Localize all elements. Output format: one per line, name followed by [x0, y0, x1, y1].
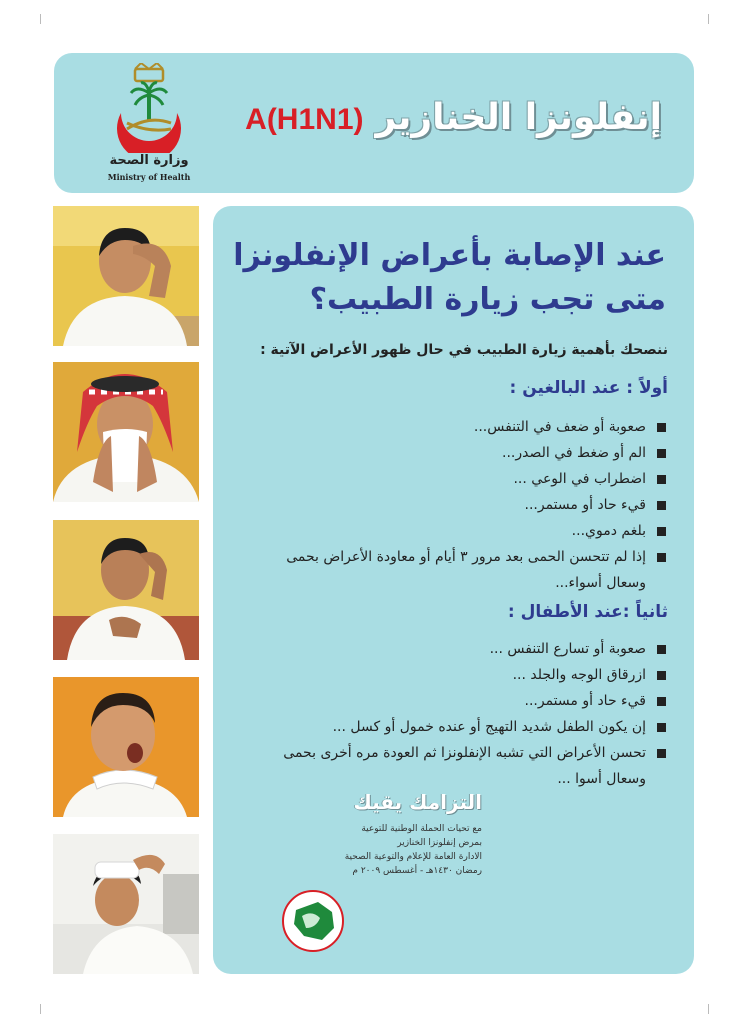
list-item: بلغم دموي... [228, 518, 668, 544]
ministry-name-english: Ministry of Health [107, 172, 191, 182]
crop-mark [708, 14, 709, 24]
credit-line: رمضان ١٤٣٠هـ - أغسطس ٢٠٠٩ م [352, 866, 482, 876]
adults-heading: أولاً : عند البالغين : [509, 378, 668, 398]
crop-mark [40, 14, 41, 24]
list-item: قيء حاد أو مستمر... [228, 492, 668, 518]
intro-text: ننصحك بأهمية زيارة الطبيب في حال ظهور الأعراض الآتية : [260, 342, 668, 358]
adults-symptom-list [228, 414, 668, 596]
credit-line: بمرض إنفلونزا الخنازير [397, 838, 482, 848]
campaign-logo [278, 888, 348, 954]
photo-sick-in-bed [53, 834, 199, 974]
list-item: ازرقاق الوجه والجلد ... [228, 662, 668, 688]
title-arabic: إنفلونزا الخنازير [375, 97, 662, 138]
question-heading-line2: متى تجب زيارة الطبيب؟ [309, 282, 666, 317]
list-item: إذا لم تتحسن الحمى بعد مرور ٣ أيام أو معاودة الأعراض بحمى وسعال أسواء... [246, 544, 668, 596]
ministry-logo [94, 63, 204, 188]
title-virus-code: A(H1N1) [245, 103, 364, 136]
credit-line: الادارة العامة للإعلام والتوعية الصحية [344, 852, 482, 862]
list-item: صعوبة أو ضعف في التنفس... [228, 414, 668, 440]
list-item: إن يكون الطفل شديد التهيج أو عنده خمول أو كسل ... [228, 714, 668, 740]
list-item: صعوبة أو تسارع التنفس ... [228, 636, 668, 662]
page-title [194, 97, 662, 147]
header-banner [54, 53, 694, 193]
list-item: قيء حاد أو مستمر... [228, 688, 668, 714]
question-heading-line1: عند الإصابة بأعراض الإنفلونزا [233, 238, 666, 273]
campaign-slogan: التزامك يقيك [353, 790, 482, 814]
main-info-panel [213, 206, 694, 974]
photo-chest-pain [53, 520, 199, 660]
credit-line: مع تحيات الحملة الوطنية للتوعية [361, 824, 482, 834]
crop-mark [40, 1004, 41, 1014]
photo-headache [53, 206, 199, 346]
children-heading: ثانياً :عند الأطفال : [507, 602, 668, 622]
campaign-map-icon [278, 888, 348, 954]
photo-sneezing [53, 362, 199, 502]
crop-mark [708, 1004, 709, 1014]
photo-child-coughing [53, 677, 199, 817]
children-symptom-list [228, 636, 668, 792]
ministry-emblem-icon [101, 63, 197, 153]
ministry-name-arabic: وزارة الصحة [109, 153, 189, 168]
list-item: الم أو ضغط في الصدر... [228, 440, 668, 466]
list-item: اضطراب في الوعي ... [228, 466, 668, 492]
list-item: تحسن الأعراض التي تشبه الإنفلونزا ثم العودة مره أخرى بحمى وسعال أسوا ... [246, 740, 668, 792]
